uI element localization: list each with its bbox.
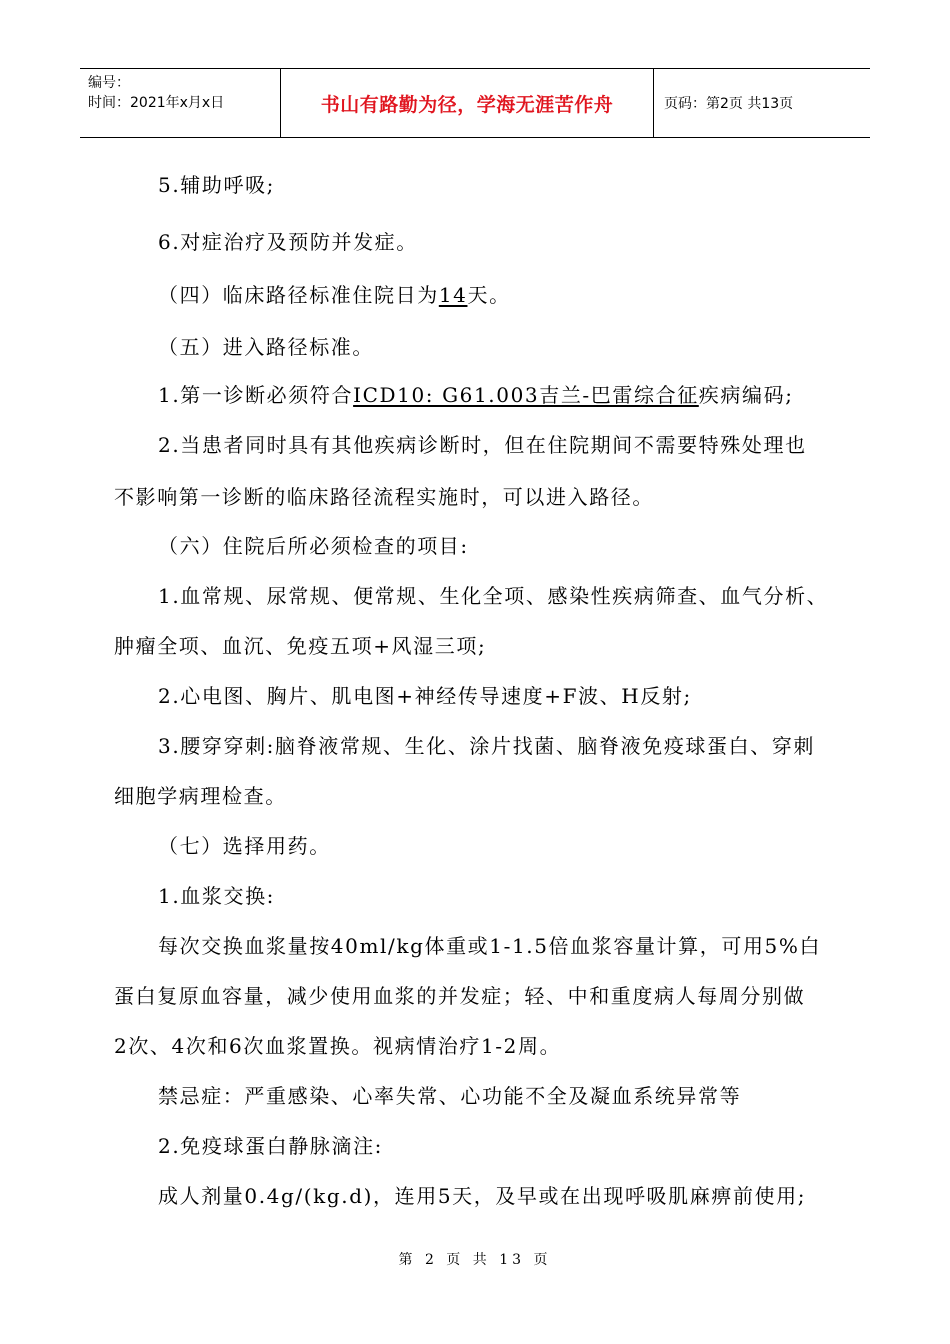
- icd-code: ICD10: G61.003吉兰-巴雷综合征: [353, 383, 699, 407]
- text-line: 蛋白复原血容量，减少使用血浆的并发症；轻、中和重度病人每周分别做: [114, 984, 806, 1008]
- text-line: 2.当患者同时具有其他疾病诊断时，但在住院期间不需要特殊处理也: [158, 433, 807, 457]
- text-line: 成人剂量0.4g/(kg.d)，连用5天，及早或在出现呼吸肌麻痹前使用;: [158, 1184, 807, 1208]
- text-line: 2次、4次和6次血浆置换。视病情治疗1-2周。: [114, 1034, 562, 1058]
- text-line: 每次交换血浆量按40ml/kg体重或1-1.5倍血浆容量计算，可用5%白: [158, 934, 822, 958]
- text-line: 3.腰穿穿刺:脑脊液常规、生化、涂片找菌、脑脊液免疫球蛋白、穿刺: [158, 734, 816, 758]
- text-line: 6.对症治疗及预防并发症。: [158, 230, 418, 254]
- document-number-label: 编号：: [88, 75, 130, 91]
- header-meta: [80, 69, 281, 137]
- text-line: 细胞学病理检查。: [114, 784, 287, 808]
- text-line: 禁忌症：严重感染、心率失常、心功能不全及凝血系统异常等: [158, 1084, 742, 1108]
- text-line: 2.免疫球蛋白静脉滴注:: [158, 1134, 384, 1158]
- text-line: 5.辅助呼吸;: [158, 173, 276, 197]
- text-line: 不影响第一诊断的临床路径流程实施时，可以进入路径。: [114, 485, 654, 509]
- text-line: （四）临床路径标准住院日为14天。: [158, 283, 511, 307]
- text-line: （七）选择用药。: [158, 834, 331, 858]
- page-header: [80, 68, 870, 138]
- text-line: 肿瘤全项、血沉、免疫五项+风湿三项;: [114, 634, 487, 658]
- text-line: （六）住院后所必须检查的项目:: [158, 534, 469, 558]
- document-date: 时间：2021年x月x日: [88, 95, 225, 111]
- page-footer: 第 2 页 共 13 页: [398, 1252, 552, 1268]
- header-motto: 书山有路勤为径，学海无涯苦作舟: [281, 69, 654, 137]
- hospital-days-value: 14: [438, 283, 468, 307]
- text-line: 2.心电图、胸片、肌电图+神经传导速度+F波、H反射;: [158, 684, 692, 708]
- text-line: 1.血浆交换:: [158, 884, 276, 908]
- header-page-info: 页码：第2页 共13页: [664, 96, 794, 112]
- text-line: 1.第一诊断必须符合ICD10: G61.003吉兰-巴雷综合征疾病编码;: [158, 383, 794, 407]
- text-line: 1.血常规、尿常规、便常规、生化全项、感染性疾病筛查、血气分析、: [158, 584, 829, 608]
- text-line: （五）进入路径标准。: [158, 335, 374, 359]
